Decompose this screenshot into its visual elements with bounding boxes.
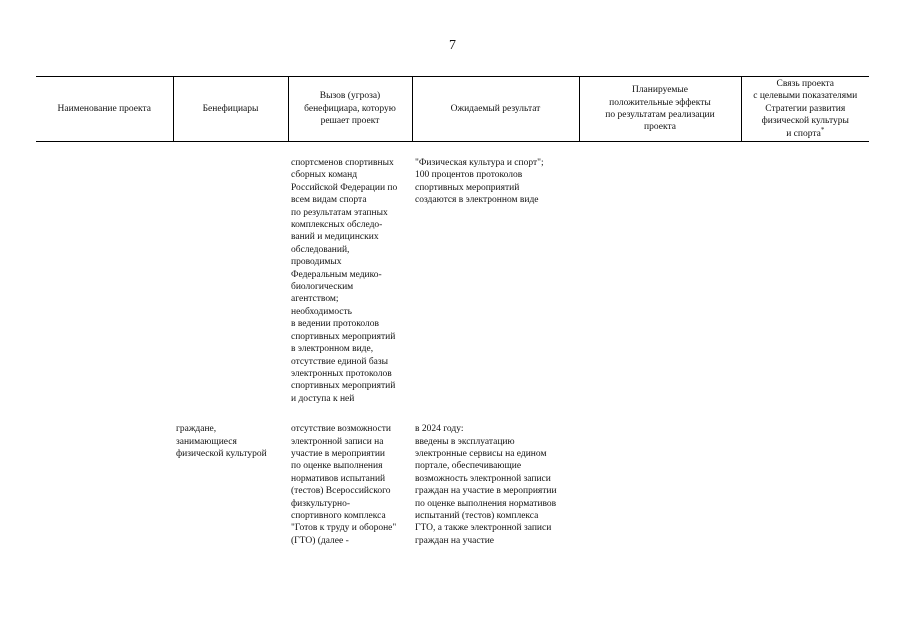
- header-expected-result: Ожидаемый результат: [412, 77, 579, 142]
- cell-beneficiaries: граждане, занимающиеся физической культурой: [176, 424, 267, 459]
- footnote-marker: *: [820, 125, 825, 134]
- projects-table: [36, 76, 869, 547]
- cell-positive-effects: [579, 405, 741, 547]
- cell-expected-result: в 2024 году: введены в эксплуатацию электронные сервисы на едином портале, обеспечивающие возможность электронной записи граждан на участие в мероприятии по оценке выполнения нормативов испытаний (тестов) комплекса ГТО, а также электронной записи граждан на участие: [415, 424, 557, 546]
- cell-challenge: спортсменов спортивных сборных команд Российской Федерации по всем видам спорта по результатам этапных комплексных обследо- ваний и медицинских обследований, проводимых Федеральным медико- биологическим агентством; необходимость в ведении протоколов спортивных мероприятий в электронном виде, отсутствие единой базы электронных протоколов спортивных мероприятий и доступа к ней: [291, 158, 398, 404]
- header-positive-effects: Планируемые положительные эффекты по результатам реализации проекта: [579, 77, 741, 142]
- header-project-name: Наименование проекта: [36, 77, 173, 142]
- header-strategy-link: Связь проекта с целевыми показателями Стратегии развития физической культуры и спорта*: [741, 77, 869, 142]
- table-header: [36, 77, 869, 142]
- header-challenge: Вызов (угроза) бенефициара, которую решает проект: [288, 77, 412, 142]
- table-row: [36, 405, 869, 547]
- table-row: [36, 142, 869, 406]
- cell-positive-effects: [579, 142, 741, 406]
- cell-project-name: [36, 142, 173, 406]
- cell-strategy-link: [741, 405, 869, 547]
- header-beneficiaries: Бенефициары: [173, 77, 288, 142]
- cell-expected-result: "Физическая культура и спорт"; 100 процентов протоколов спортивных мероприятий создаются в электронном виде: [415, 158, 544, 206]
- cell-beneficiaries: [173, 142, 288, 406]
- cell-strategy-link: [741, 142, 869, 406]
- page-number: 7: [449, 38, 456, 53]
- cell-project-name: [36, 405, 173, 547]
- cell-challenge: отсутствие возможности электронной записи на участие в мероприятии по оценке выполнения нормативов испытаний (тестов) Всероссийского физкультурно- спортивного комплекса "Готов к труду и обороне" (ГТО) (далее -: [291, 424, 397, 546]
